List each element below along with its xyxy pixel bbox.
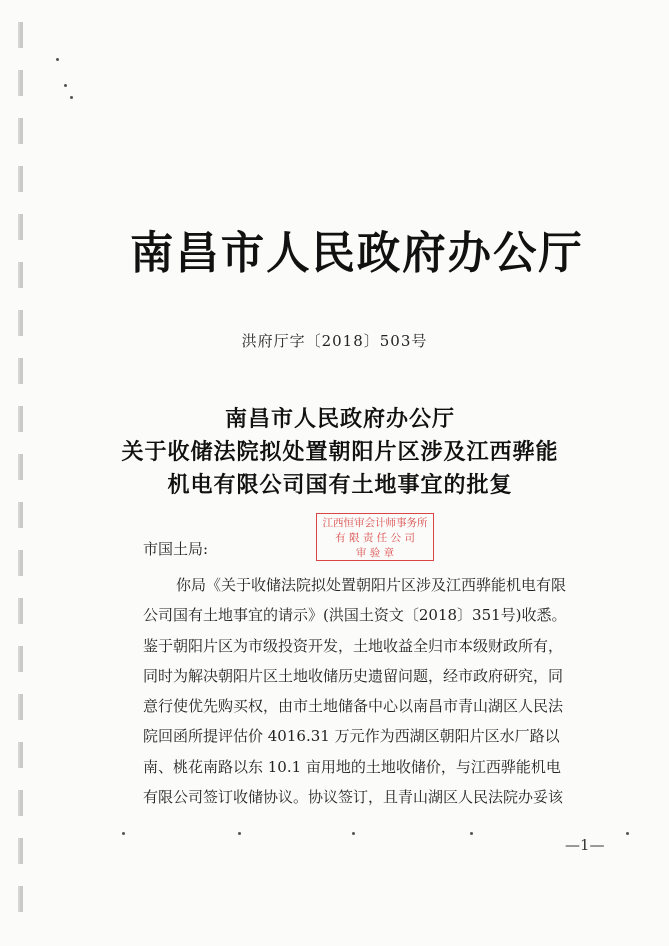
body-line: 意行使优先购买权，由市土地储备中心以南昌市青山湖区人民法 [143,697,564,716]
binding-mark [18,790,23,816]
body-line: 鉴于朝阳片区为市级投资开发，土地收益全归市本级财政所有， [143,636,564,655]
scan-speck [238,832,241,835]
scan-speck [56,58,59,61]
binding-mark [18,406,23,432]
body-line: 南、桃花南路以东 10.1 亩用地的土地收储价，与江西骅能机电 [143,757,561,776]
binding-mark [18,454,23,480]
document-number: 洪府厅字〔2018〕503号 [241,332,428,350]
binding-mark [18,22,23,48]
document-title [60,403,620,502]
stamp-line-2: 有 限 责 任 公 司 [335,532,415,544]
scan-speck [70,96,73,99]
title-line-3: 机电有限公司国有土地事宜的批复 [167,473,513,498]
body-line: 有限公司签订收储协议。协议签订，且青山湖区人民法院办妥该 [143,788,564,807]
scan-speck [352,832,355,835]
body-line: 院回函所提评估价 4016.31 万元作为西湖区朝阳片区水厂路以 [143,727,560,746]
recipient: 市国土局: [143,540,209,558]
stamp-line-3: 审 验 章 [355,547,395,559]
binding-mark [18,646,23,672]
binding-mark [18,598,23,624]
binding-mark [18,550,23,576]
page-number: —1— [565,836,605,854]
binding-mark [18,742,23,768]
binding-mark [18,262,23,288]
body-text [143,570,613,812]
binding-mark [18,886,23,912]
stamp-line-1: 江西恒审会计师事务所 [322,517,428,529]
binding-mark [18,502,23,528]
issuer-header-title: 南昌市人民政府办公厅 [130,228,584,279]
binding-marks [18,0,32,946]
audit-stamp [316,513,434,561]
binding-mark [18,694,23,720]
binding-mark [18,838,23,864]
scan-speck [122,832,125,835]
scan-speck [626,832,629,835]
scan-speck [470,832,473,835]
title-line-1: 南昌市人民政府办公厅 [224,407,455,432]
body-line: 公司国有土地事宜的请示》(洪国土资文〔2018〕351号)收悉。 [143,606,567,625]
binding-mark [18,214,23,240]
title-line-2: 关于收储法院拟处置朝阳片区涉及江西骅能 [121,440,559,465]
body-line: 同时为解决朝阳片区土地收储历史遗留问题，经市政府研究，同 [143,666,564,685]
scan-speck [64,84,67,87]
binding-mark [18,118,23,144]
binding-mark [18,166,23,192]
binding-mark [18,358,23,384]
body-line: 你局《关于收储法院拟处置朝阳片区涉及江西骅能机电有限 [176,576,567,594]
binding-mark [18,70,23,96]
